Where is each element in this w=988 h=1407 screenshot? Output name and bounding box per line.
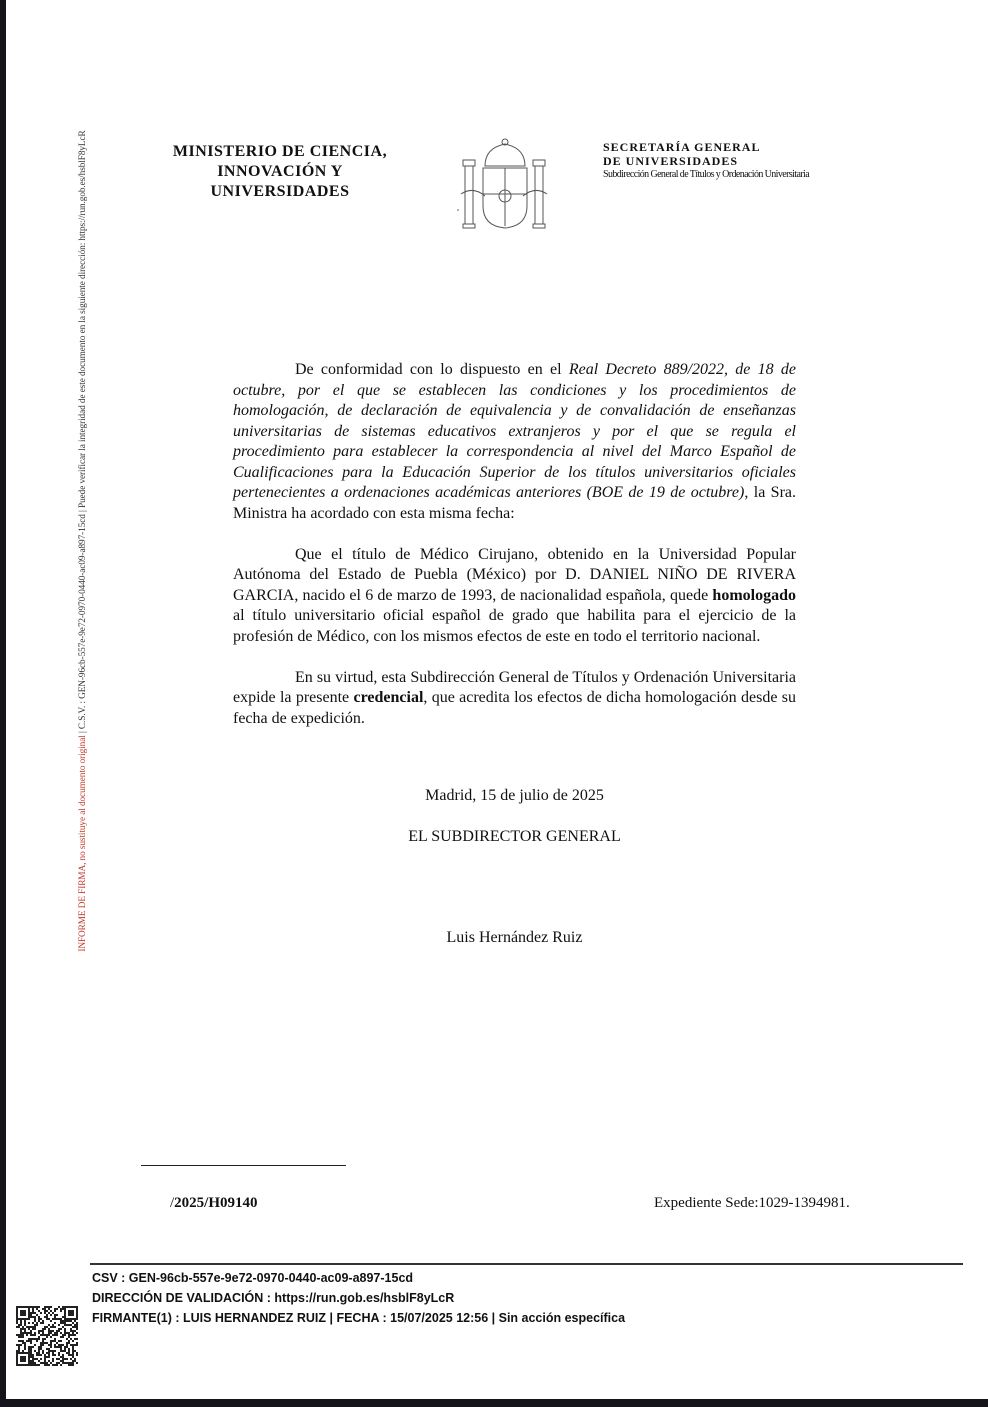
qr-code-icon xyxy=(16,1306,78,1366)
text: , que acredita los efectos de dicha homologación desde su fecha de expedición. xyxy=(233,689,796,727)
viewer-frame-bottom xyxy=(0,1399,988,1407)
secretaria-header xyxy=(603,140,809,182)
divider xyxy=(141,1165,346,1166)
place-date: Madrid, 15 de julio de 2025 xyxy=(425,787,604,804)
subdireccion-name: Subdirección General de Títulos y Ordenación Universitaria xyxy=(603,169,810,180)
signature-report-label: INFORME DE FIRMA, no sustituye al documento original xyxy=(78,735,88,952)
csv-code: CSV : GEN-96cb-557e-9e72-0970-0440-ac09-a897-15cd xyxy=(92,1271,414,1285)
ministry-line: MINISTERIO DE CIENCIA, xyxy=(172,143,388,160)
text: Que el título de Médico Cirujano, obtenido en la Universidad Popular Autónoma del Estado de Puebla (México) por D. DANIEL NIÑO DE RIVERA GARCIA, nacido el 6 de marzo de 1993, de nacionalidad española, quede xyxy=(233,545,796,604)
ministry-line: UNIVERSIDADES xyxy=(210,183,350,200)
reference-prefix: / xyxy=(170,1195,175,1211)
decree-citation: Real Decreto 889/2022, de 18 de octubre, por el que se establecen las condiciones y los procedimientos de homologación, de declaración de equivalencia y de convalidación de enseñanzas universitarias de sistemas educativos extranjeros y por el que se regula el procedimiento para establecer la correspondencia al nivel del Marco Español de Cualificaciones para la Educación Superior de los títulos universitarios oficiales pertenecientes a ordenaciones académicas anteriores (BOE de 19 de octubre) xyxy=(233,361,797,501)
reference-value: 2025/H09140 xyxy=(174,1195,258,1211)
text: al título universitario oficial español de grado que habilita para el ejercicio de la profesión de Médico, con los mismos efectos de este en todo el territorio nacional. xyxy=(233,607,796,645)
ministry-name xyxy=(150,142,410,202)
validation-url: DIRECCIÓN DE VALIDACIÓN : https://run.gob.es/hsblF8yLcR xyxy=(92,1291,455,1305)
signer-name: Luis Hernández Ruiz xyxy=(446,929,583,946)
ministry-line: INNOVACIÓN Y xyxy=(217,163,343,180)
paragraph-credential xyxy=(233,668,796,730)
paragraph-legal-basis xyxy=(233,360,796,524)
secretaria-line: DE UNIVERSIDADES xyxy=(603,154,739,168)
footer-divider xyxy=(90,1263,963,1265)
text: En su virtud, esta Subdirección General de Títulos y Ordenación Universitaria expide la presente xyxy=(233,668,796,706)
expediente-number: Expediente Sede:1029-1394981. xyxy=(654,1195,850,1211)
text: De conformidad con lo dispuesto en el xyxy=(295,361,569,378)
viewer-frame-left xyxy=(0,0,6,1407)
paragraph-homologation xyxy=(233,545,796,648)
secretaria-line: SECRETARÍA GENERAL xyxy=(603,140,761,154)
coat-of-arms-logo xyxy=(455,136,555,232)
vertical-verification-note xyxy=(78,86,88,996)
emphasis: credencial xyxy=(353,689,424,706)
signer-info: FIRMANTE(1) : LUIS HERNANDEZ RUIZ | FECHA : 15/07/2025 12:56 | Sin acción específica xyxy=(92,1311,626,1325)
resolution-body xyxy=(233,360,796,750)
emphasis: homologado xyxy=(712,586,796,604)
csv-verification-text: | C.S.V. : GEN-96cb-557e-9e72-0970-0440-ac09-a897-15cd | Puede verificar la integridad de este documento en la siguiente dirección: https://run.gob.es/hsblF8yLcR xyxy=(78,130,88,736)
reference-number xyxy=(170,1195,258,1212)
text: , la Sra. Ministra ha acordado con esta misma fecha: xyxy=(233,484,797,522)
signer-role: EL SUBDIRECTOR GENERAL xyxy=(408,828,621,845)
